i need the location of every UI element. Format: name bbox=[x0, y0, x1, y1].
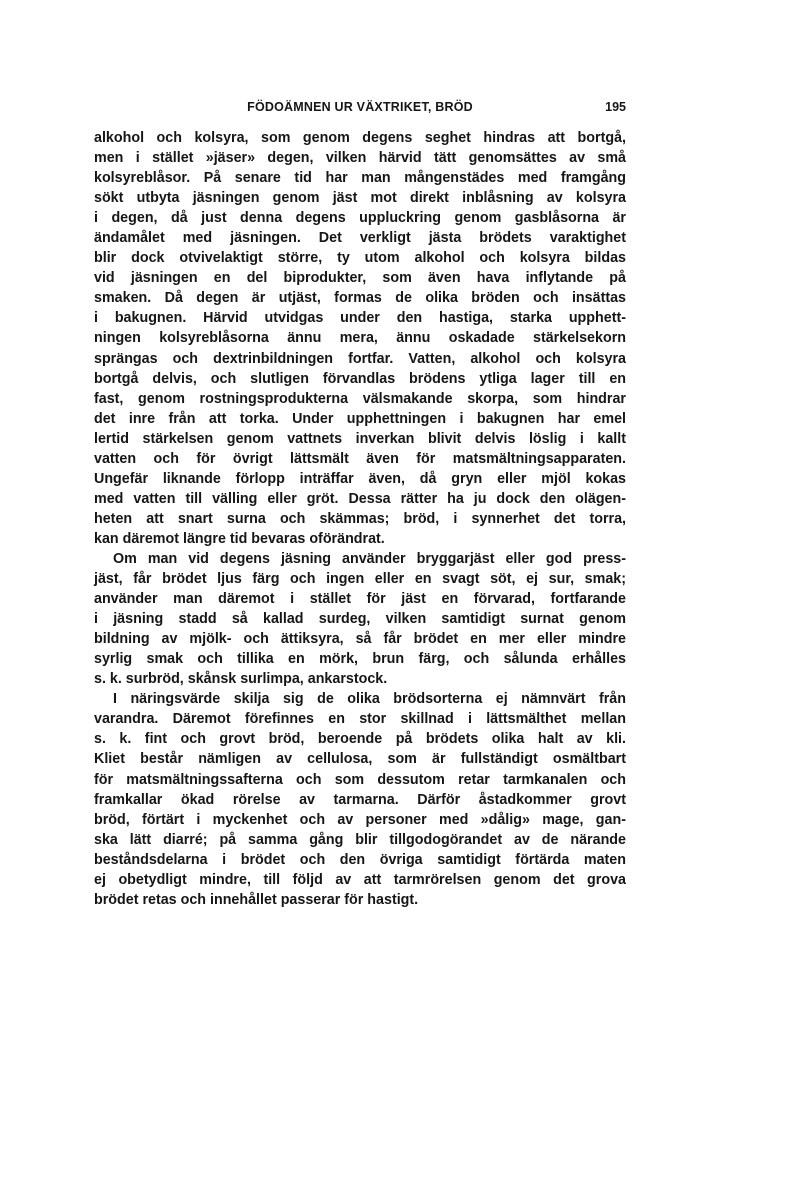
text-line: syrlig smak och tillika en mörk, brun färg, och sålunda erhålles bbox=[94, 651, 626, 668]
text-line: framkallar ökad rörelse av tarmarna. Därför åstadkommer grovt bbox=[94, 791, 626, 808]
text-line: brödet retas och innehållet passerar för hastigt. bbox=[94, 891, 419, 908]
text-line: kolsyreblåsor. På senare tid har man mångenstädes med framgång bbox=[94, 170, 626, 187]
text-line: med vatten till välling eller gröt. Dessa rätter ha ju dock den olägen- bbox=[94, 490, 626, 507]
text-line: heten att snart surna och skämmas; bröd, i synnerhet det torra, bbox=[94, 510, 626, 527]
text-line: sökt utbyta jäsningen genom jäst mot direkt inblåsning av kolsyra bbox=[94, 190, 626, 207]
text-line: s. k. surbröd, skånsk surlimpa, ankarstock. bbox=[94, 671, 388, 688]
text-line: bortgå delvis, och slutligen förvandlas brödens ytliga lager till en bbox=[94, 370, 626, 387]
text-line: Om man vid degens jäsning använder bryggarjäst eller god press- bbox=[113, 550, 626, 567]
text-line: för matsmältningssafterna och som dessutom retar tarmkanalen och bbox=[94, 771, 626, 788]
text-line: fast, genom rostningsprodukterna välsmakande skorpa, som hindrar bbox=[94, 390, 626, 407]
chapter-title: FÖDOÄMNEN UR VÄXTRIKET, BRÖD bbox=[247, 100, 473, 114]
paragraph-1 bbox=[94, 128, 626, 549]
paragraph-2 bbox=[94, 549, 626, 689]
text-line: s. k. fint och grovt bröd, beroende på brödets olika halt av kli. bbox=[94, 731, 626, 748]
text-body bbox=[94, 128, 626, 910]
text-line: men i stället »jäser» degen, vilken härvid tätt genomsättes av små bbox=[94, 150, 626, 167]
text-line: i degen, då just denna degens uppluckring genom gasblåsorna är bbox=[94, 210, 626, 227]
text-line: blir dock otvivelaktigt större, ty utom alkohol och kolsyra bildas bbox=[94, 250, 626, 267]
text-line: ska lätt diarré; på samma gång blir tillgodogörandet av de närande bbox=[94, 831, 626, 848]
text-line: Kliet består nämligen av cellulosa, som är fullständigt osmältbart bbox=[94, 751, 626, 768]
text-line: varandra. Däremot förefinnes en stor skillnad i lättsmälthet mellan bbox=[94, 711, 626, 728]
text-line: ej obetydligt mindre, till följd av att tarmrörelsen genom det grova bbox=[94, 871, 626, 888]
page-number: 195 bbox=[605, 100, 626, 114]
text-line: vatten och för övrigt lättsmält även för matsmältningsapparaten. bbox=[94, 450, 626, 467]
text-line: bildning av mjölk- och ättiksyra, så får brödet en mer eller mindre bbox=[94, 631, 626, 648]
text-line: i jäsning stadd så kallad surdeg, vilken samtidigt surnat genom bbox=[94, 611, 626, 628]
text-line: beståndsdelarna i brödet och den övriga samtidigt förtärda maten bbox=[94, 851, 626, 868]
text-line: ändamålet med jäsningen. Det verkligt jästa brödets varaktighet bbox=[94, 230, 626, 247]
text-line: kan däremot längre tid bevaras oförändrat. bbox=[94, 530, 385, 547]
paragraph-3 bbox=[94, 689, 626, 910]
text-line: använder man däremot i stället för jäst en förvarad, fortfarande bbox=[94, 591, 626, 608]
text-line: sprängas och dextrinbildningen fortfar. Vatten, alkohol och kolsyra bbox=[94, 350, 626, 367]
text-line: det inre från att torka. Under upphettningen i bakugnen har emel bbox=[94, 410, 626, 427]
text-line: ningen kolsyreblåsorna ännu mera, ännu oskadade stärkelsekorn bbox=[94, 330, 626, 347]
text-line: lertid stärkelsen genom vattnets inverkan blivit delvis löslig i kallt bbox=[94, 430, 626, 447]
text-line: I näringsvärde skilja sig de olika brödsorterna ej nämnvärt från bbox=[113, 691, 626, 708]
text-line: jäst, får brödet ljus färg och ingen eller en svagt söt, ej sur, smak; bbox=[94, 571, 626, 588]
text-line: i bakugnen. Härvid utvidgas under den hastiga, starka upphett- bbox=[94, 310, 626, 327]
running-header bbox=[94, 100, 626, 120]
text-line: bröd, förtärt i myckenhet och av personer med »dålig» mage, gan- bbox=[94, 811, 626, 828]
text-line: alkohol och kolsyra, som genom degens seghet hindras att bortgå, bbox=[94, 130, 626, 146]
text-line: smaken. Då degen är utjäst, formas de olika bröden och insättas bbox=[94, 290, 626, 307]
text-line: vid jäsningen en del biprodukter, som även hava inflytande på bbox=[94, 270, 626, 287]
text-line: Ungefär liknande förlopp inträffar även, då gryn eller mjöl kokas bbox=[94, 470, 626, 487]
